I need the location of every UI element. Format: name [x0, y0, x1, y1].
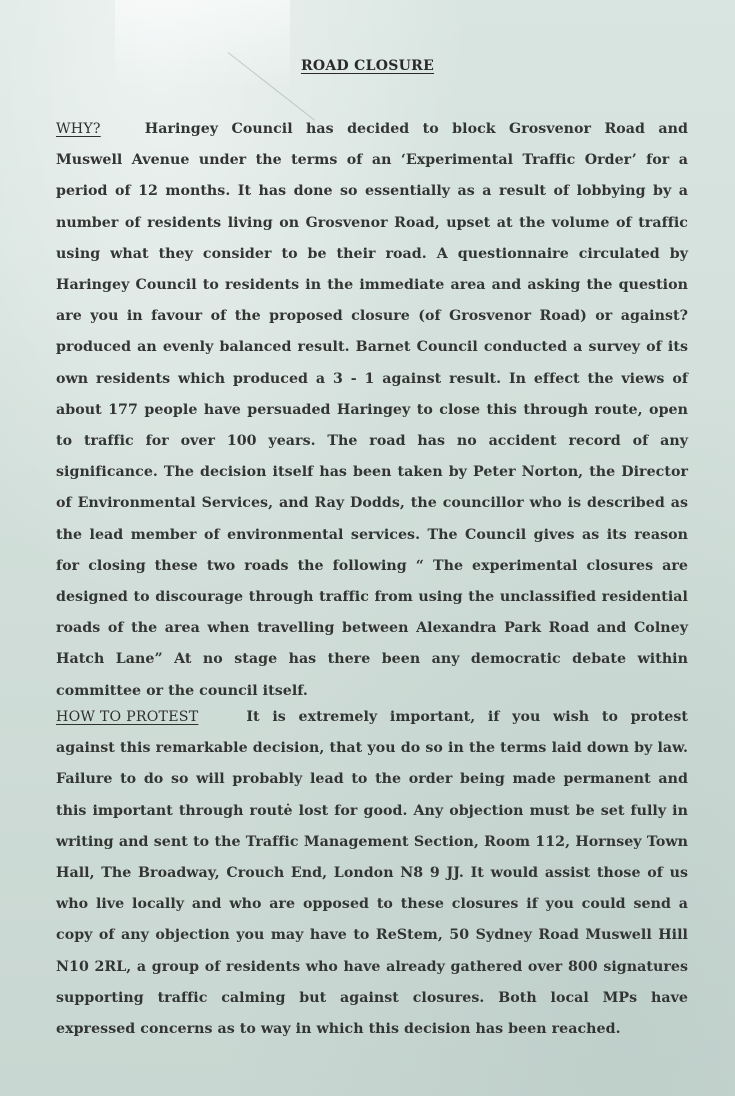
- why-section: [56, 114, 688, 707]
- how-to-protest-body: It is extremely important, if you wish to protest against this remarkable decision, that you do so in the terms laid down by law. Failure to do so will probably lead to the order being made permanent and this important through routė lost for good. Any objection must be set fully in writing and sent to the Traffic Management Section, Room 112, Hornsey Town Hall, The Broadway, Crouch End, London N8 9 JJ. It would assist those of us who live locally and who are opposed to these closures if you could send a copy of any objection you may have to ReStem, 50 Sydney Road Muswell Hill N10 2RL, a group of residents who have already gathered over 800 signatures supporting traffic calming but against closures. Both local MPs have expressed concerns as to way in which this decision has been reached.: [56, 709, 688, 1038]
- photo-glare: [115, 0, 290, 90]
- page-title: [0, 58, 735, 74]
- title-text: ROAD CLOSURE: [300, 58, 435, 74]
- why-body: Haringey Council has decided to block Grosvenor Road and Muswell Avenue under the terms of an ‘Experimental Traffic Order’ for a period of 12 months. It has done so essentially as a result of lobbying by a number of residents living on Grosvenor Road, upset at the volume of traffic using what they consider to be their road. A questionnaire circulated by Haringey Council to residents in the immediate area and asking the question are you in favour of the proposed closure (of Grosvenor Road) or against? produced an evenly balanced result. Barnet Council conducted a survey of its own residents which produced a 3 - 1 against result. In effect the views of about 177 people have persuaded Haringey to close this through route, open to traffic for over 100 years. The road has no accident record of any significance. The decision itself has been taken by Peter Norton, the Director of Environmental Services, and Ray Dodds, the councillor who is described as the lead member of environmental services. The Council gives as its reason for closing these two roads the following “ The experimental closures are designed to discourage through traffic from using the unclassified residential roads of the area when travelling between Alexandra Park Road and Colney Hatch Lane” At no stage has there been any democratic debate within committee or the council itself.: [56, 121, 688, 699]
- how-to-protest-section: [56, 702, 688, 1045]
- why-heading: WHY?: [56, 121, 101, 137]
- how-to-protest-heading: HOW TO PROTEST: [56, 709, 199, 725]
